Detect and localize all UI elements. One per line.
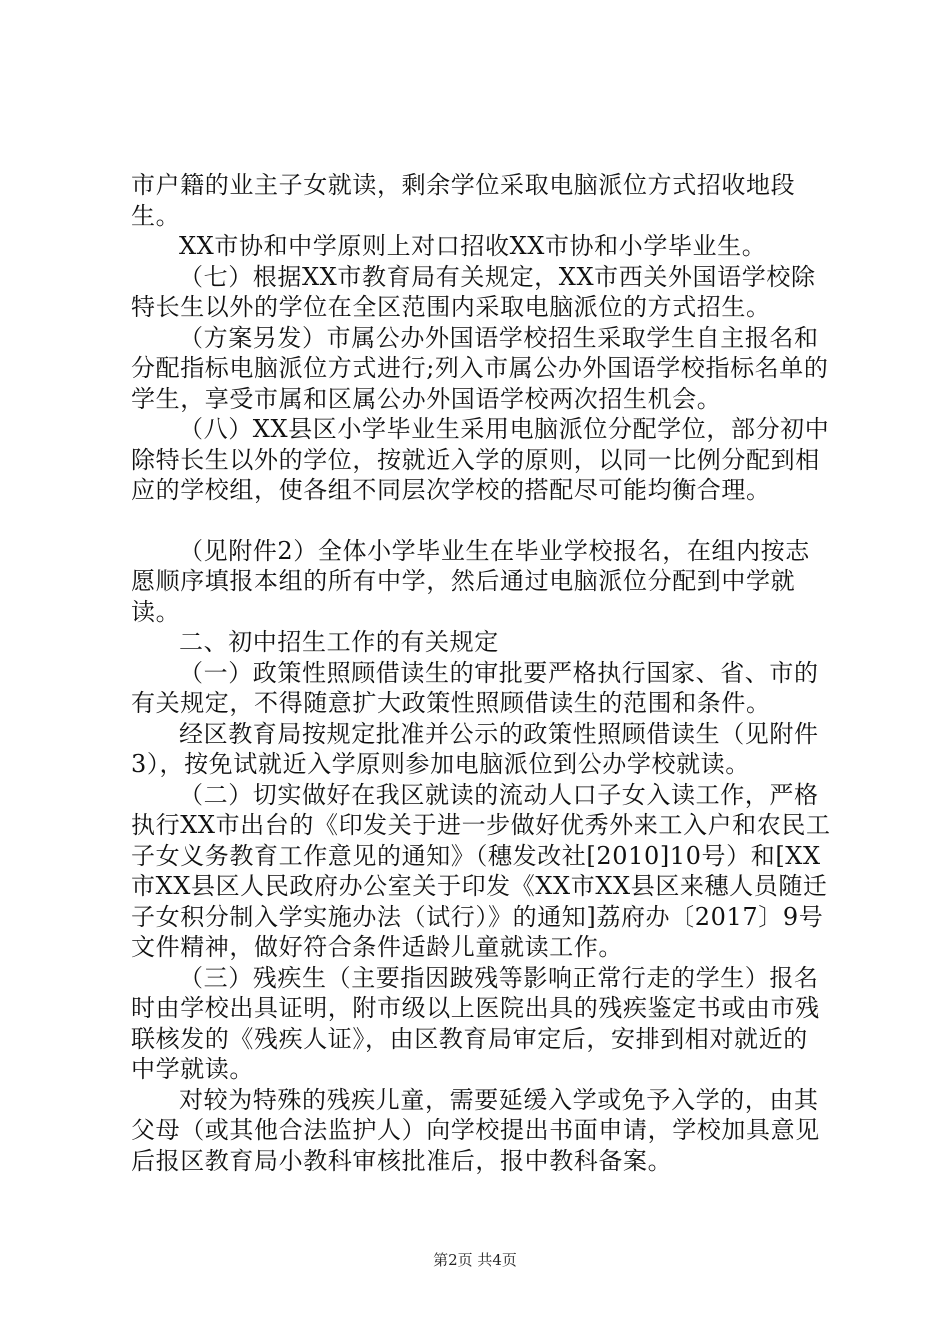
paragraph-item-7: （七）根据XX市教育局有关规定，XX市西关外国语学校除特长生以外的学位在全区范围内采取电脑派位的方式招生。 [131, 262, 816, 321]
paragraph-special-children: 对较为特殊的残疾儿童，需要延缓入学或免予入学的，由其父母（或其他合法监护人）向学校提出书面申请，学校加具意见后报区教育局小教科审核批准后，报中教科备案。 [131, 1085, 820, 1175]
page-number: 第2页 共4页 [433, 1251, 517, 1269]
paragraph-continuation: 市户籍的业主子女就读，剩余学位采取电脑派位方式招收地段生。 [131, 171, 796, 230]
paragraph-rule-2: （二）切实做好在我区就读的流动人口子女入读工作，严格执行XX市出台的《印发关于进一步做好优秀外来工入户和农民工子女义务教育工作意见的通知》（穗发改社[2010]10号）和[XX市XX县区人民政府办公室关于印发《XX市XX县区来穗人员随迁子女积分制入学实施办法（试行）》的通知]荔府办〔2017〕9号文件精神，做好符合条件适龄儿童就读工作。 [131, 780, 831, 961]
paragraph-xiehe: XX市协和中学原则上对口招收XX市协和小学毕业生。 [179, 232, 767, 260]
paragraph-item-8: （八）XX县区小学毕业生采用电脑派位分配学位，部分初中除特长生以外的学位，按就近入学的原则，以同一比例分配到相应的学校组，使各组不同层次学校的搭配尽可能均衡合理。 [131, 415, 830, 504]
paragraph-attachment-2: （见附件2）全体小学毕业生在毕业学校报名，在组内按志愿顺序填报本组的所有中学，然后通过电脑派位分配到中学就读。 [131, 536, 810, 626]
paragraph-approved-students: 经区教育局按规定批准并公示的政策性照顾借读生（见附件3），按免试就近入学原则参加电脑派位到公办学校就读。 [131, 719, 819, 778]
paragraph-rule-3: （三）残疾生（主要指因跛残等影响正常行走的学生）报名时由学校出具证明，附市级以上医院出具的残疾鉴定书或由市残联核发的《残疾人证》，由区教育局审定后，安排到相对就近的中学就读。 [131, 963, 820, 1083]
section-heading-2: 二、初中招生工作的有关规定 [179, 628, 499, 656]
document-body [131, 170, 831, 1176]
paragraph-foreign-language-schools: （方案另发）市属公办外国语学校招生采取学生自主报名和分配指标电脑派位方式进行;列入市属公办外国语学校指标名单的学生，享受市属和区属公办外国语学校两次招生机会。 [131, 323, 829, 413]
paragraph-rule-1: （一）政策性照顾借读生的审批要严格执行国家、省、市的有关规定，不得随意扩大政策性照顾借读生的范围和条件。 [131, 658, 819, 717]
